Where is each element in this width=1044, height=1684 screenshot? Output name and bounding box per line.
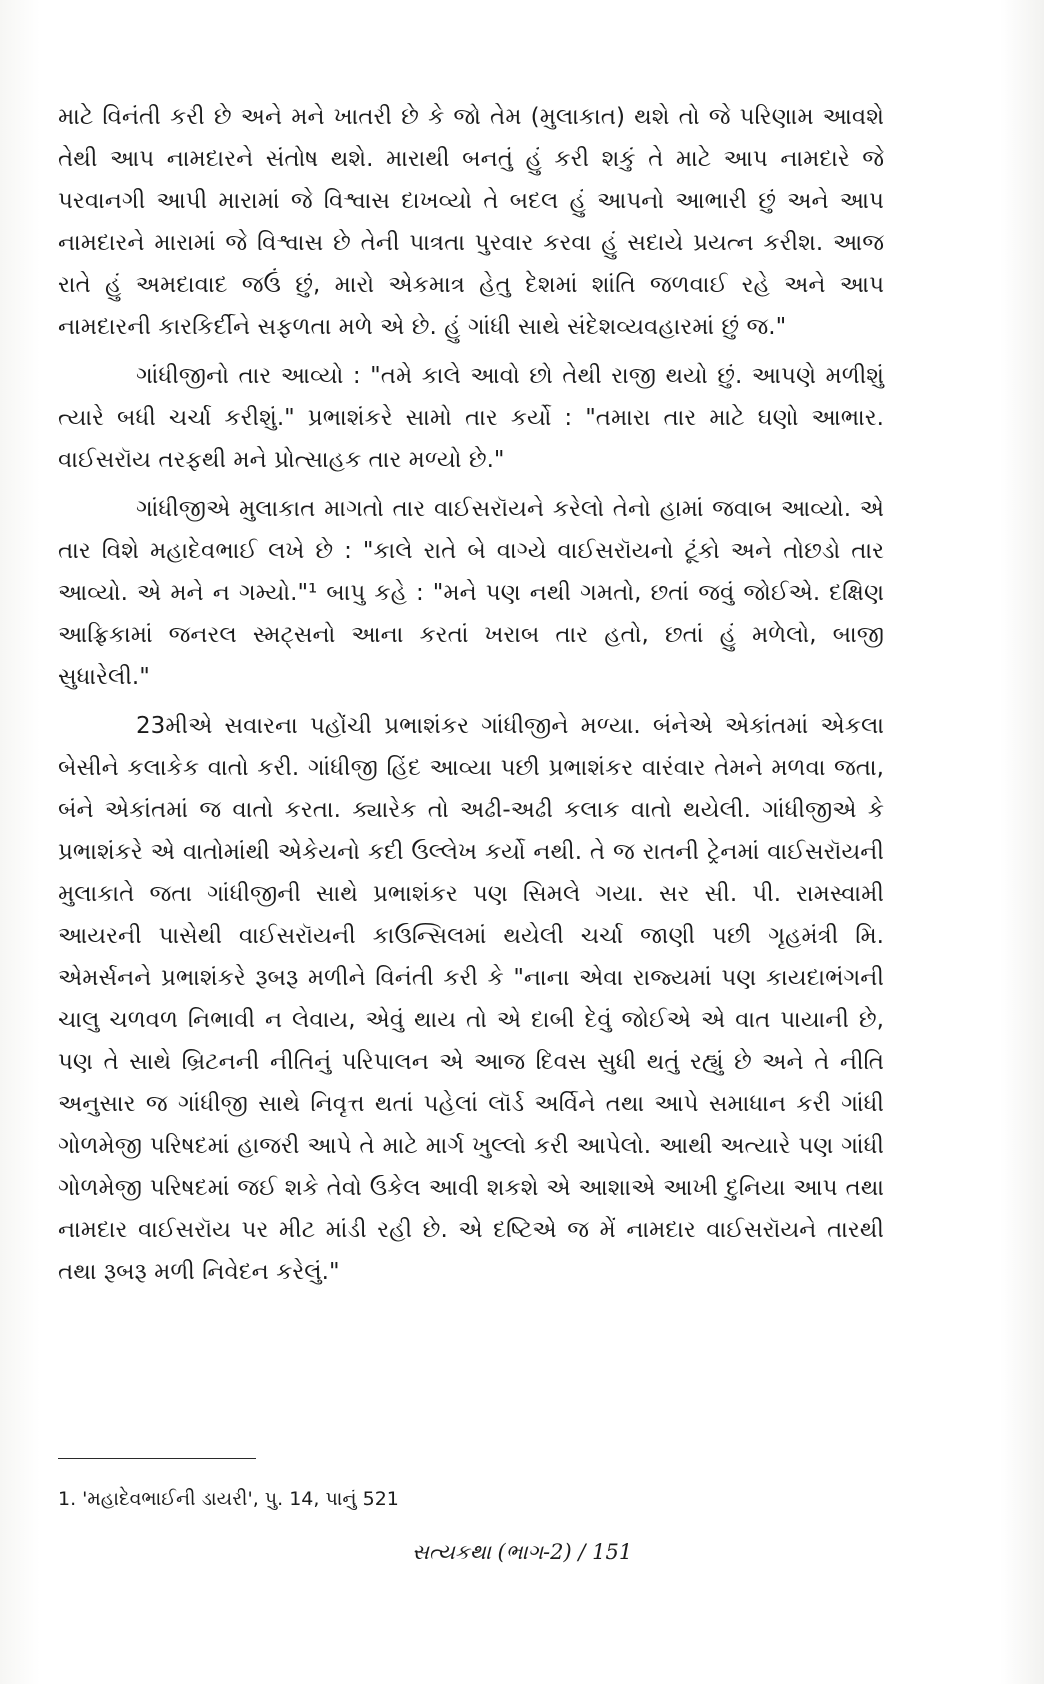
footnote: 1. 'મહાદેવભાઈની ડાયરી', પુ. 14, પાનું 521 xyxy=(58,1488,399,1510)
page-footer: સત્યકથા (ભાગ-2) / 151 xyxy=(411,1540,633,1564)
footnote-divider xyxy=(58,1458,256,1459)
paragraph-continuation: માટે વિનંતી કરી છે અને મને ખાતરી છે કે જો તેમ (મુલાકાત) થશે તો જે પરિણામ આવશે તેથી આપ નામદારને સંતોષ થશે. મારાથી બનતું હું કરી શકું તે માટે આપ નામદારે જે પરવાનગી આપી મારામાં જે વિશ્વાસ દાખવ્યો તે બદલ હું આપનો આભારી છું અને આપ નામદારને મારામાં જે વિશ્વાસ છે તેની પાત્રતા પુરવાર કરવા હું સદાયે પ્રયત્ન કરીશ. આજ રાતે હું અમદાવાદ જઉં છું, મારો એકમાત્ર હેતુ દેશમાં શાંતિ જળવાઈ રહે અને આપ નામદારની કારકિર્દીને સફળતા મળે એ છે. હું ગાંધી સાથે સંદેશવ્યવહારમાં છું જ." xyxy=(58,104,884,340)
paragraph-gandhi-telegram: ગાંધીજીનો તાર આવ્યો : "તમે કાલે આવો છો તેથી રાજી થયો છું. આપણે મળીશું ત્યારે બધી ચર્ચા કરીશું." પ્રભાશંકરે સામો તાર કર્યો : "તમારા તાર માટે ઘણો આભાર. વાઈસરૉય તરફથી મને પ્રોત્સાહક તાર મળ્યો છે." xyxy=(58,363,884,473)
paragraph-viceroy-reply: ગાંધીજીએ મુલાકાત માગતો તાર વાઈસરૉયને કરેલો તેનો હામાં જવાબ આવ્યો. એ તાર વિશે મહાદેવભાઈ લખે છે : "કાલે રાતે બે વાગ્યે વાઈસરૉયનો ટૂંકો અને તોછડો તાર આવ્યો. એ મને ન ગમ્યો."¹ બાપુ કહે : "મને પણ નથી ગમતો, છતાં જવું જોઈએ. દક્ષિણ આફ્રિકામાં જનરલ સ્મટ્સનો આના કરતાં ખરાબ તાર હતો, છતાં હું મળેલો, બાજી સુધારેલી." xyxy=(58,496,884,690)
paragraph-meeting: 23મીએ સવારના પહોંચી પ્રભાશંકર ગાંધીજીને મળ્યા. બંનેએ એકાંતમાં એકલા બેસીને કલાકેક વાતો કરી. ગાંધીજી હિંદ આવ્યા પછી પ્રભાશંકર વારંવાર તેમને મળવા જતા, બંને એકાંતમાં જ વાતો કરતા. ક્યારેક તો અઢી-અઢી કલાક વાતો થયેલી. ગાંધીજીએ કે પ્રભાશંકરે એ વાતોમાંથી એકેયનો કદી ઉલ્લેખ કર્યો નથી. તે જ રાતની ટ્રેનમાં વાઈસરૉયની મુલાકાતે જતા ગાંધીજીની સાથે પ્રભાશંકર પણ સિમલે ગયા. સર સી. પી. રામસ્વામી આયરની પાસેથી વાઈસરૉયની કાઉન્સિલમાં થયેલી ચર્ચા જાણી પછી ગૃહમંત્રી મિ. એમર્સનને પ્રભાશંકરે રૂબરૂ મળીને વિનંતી કરી કે "નાના એવા રાજ્યમાં પણ કાયદાભંગની ચાલુ ચળવળ નિભાવી ન લેવાય, એવું થાય તો એ દાબી દેવું જોઈએ એ વાત પાયાની છે, પણ તે સાથે બ્રિટનની નીતિનું પરિપાલન એ આજ દિવસ સુધી થતું રહ્યું છે અને તે નીતિ અનુસાર જ ગાંધીજી સાથે નિવૃત્ત થતાં પહેલાં લૉર્ડ અર્વિને તથા આપે સમાધાન કરી ગાંધી ગોળમેજી પરિષદમાં હાજરી આપે તે માટે માર્ગ ખુલ્લો કરી આપેલો. આથી અત્યારે પણ ગાંધી ગોળમેજી પરિષદમાં જઈ શકે તેવો ઉકેલ આવી શકશે એ આશાએ આખી દુનિયા આપ તથા નામદાર વાઈસરૉય પર મીટ માંડી રહી છે. એ દષ્ટિએ જ મેં નામદાર વાઈસરૉયને તારથી તથા રૂબરૂ મળી નિવેદન કરેલું." xyxy=(58,713,884,1285)
body-text xyxy=(58,96,884,1293)
